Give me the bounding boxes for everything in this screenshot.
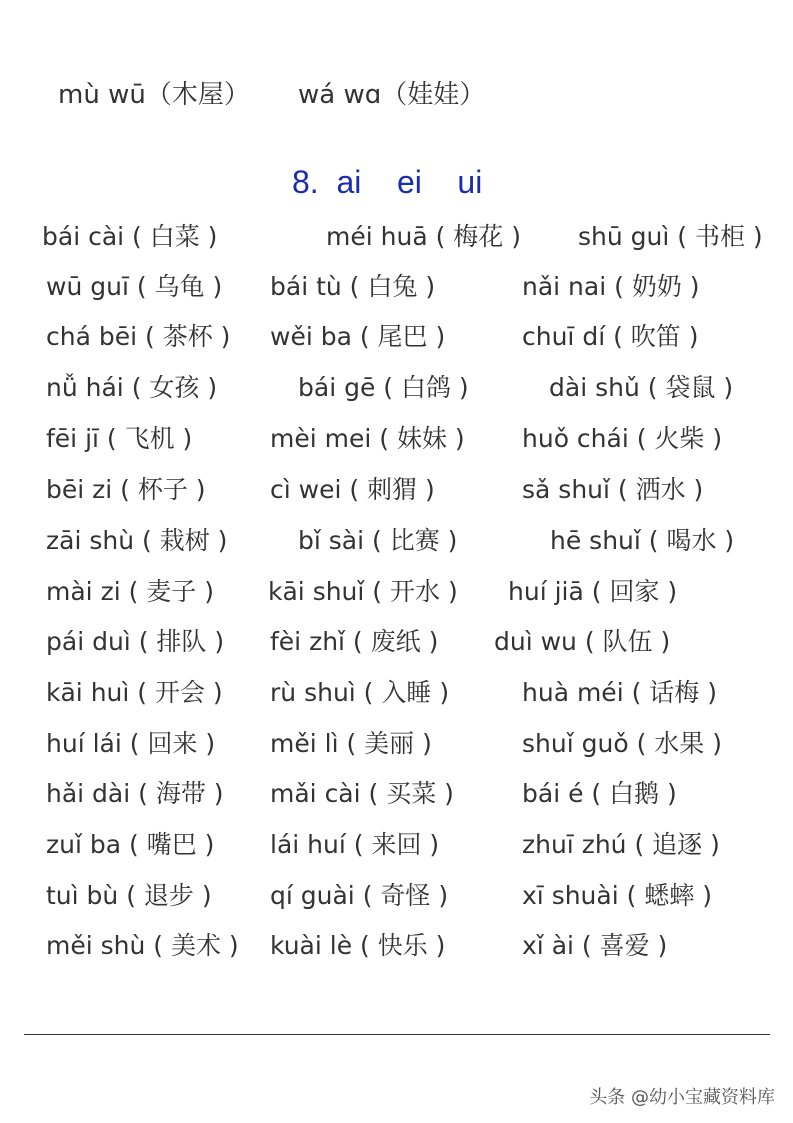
word-item: nǚ hái ( 女孩 ) [46, 373, 218, 402]
word-item: fēi jī ( 飞机 ) [46, 424, 193, 453]
word-item: chuī dí ( 吹笛 ) [522, 322, 699, 351]
word-item: kāi huì ( 开会 ) [46, 678, 223, 707]
word-item: bái cài ( 白菜 ) [42, 222, 218, 251]
word-item: rù shuì ( 入睡 ) [270, 678, 450, 707]
watermark: 头条 @幼小宝藏资料库 [589, 1087, 775, 1108]
intro-word-wooden-house: mù wū（木屋） [58, 80, 250, 110]
footer-divider [24, 1034, 770, 1035]
word-item: lái huí ( 来回 ) [270, 830, 440, 859]
word-item: huǒ chái ( 火柴 ) [522, 424, 723, 453]
word-item: pái duì ( 排队 ) [46, 627, 225, 656]
word-item: zuǐ ba ( 嘴巴 ) [46, 830, 215, 859]
word-item: dài shǔ ( 袋鼠 ) [549, 373, 734, 402]
word-item: bái tù ( 白兔 ) [270, 272, 436, 301]
word-item: duì wu ( 队伍 ) [494, 627, 671, 656]
word-item: wěi ba ( 尾巴 ) [270, 322, 446, 351]
word-item: hē shuǐ ( 喝水 ) [550, 526, 735, 555]
word-item: kuài lè ( 快乐 ) [270, 931, 446, 960]
word-item: nǎi nai ( 奶奶 ) [522, 272, 700, 301]
word-item: mài zi ( 麦子 ) [46, 577, 214, 606]
word-item: huí lái ( 回来 ) [46, 729, 216, 758]
word-item: kāi shuǐ ( 开水 ) [268, 577, 458, 606]
word-item: wū guī ( 乌龟 ) [46, 272, 223, 301]
word-item: bēi zi ( 杯子 ) [46, 475, 206, 504]
word-item: mǎi cài ( 买菜 ) [270, 779, 454, 808]
word-item: mèi mei ( 妹妹 ) [270, 424, 465, 453]
word-item: fèi zhǐ ( 废纸 ) [270, 627, 439, 656]
word-item: huí jiā ( 回家 ) [508, 577, 678, 606]
word-item: tuì bù ( 退步 ) [46, 881, 212, 910]
word-item: xǐ ài ( 喜爱 ) [522, 931, 668, 960]
word-item: shū guì ( 书柜 ) [578, 222, 763, 251]
word-item: bái é ( 白鹅 ) [522, 779, 677, 808]
word-item: zāi shù ( 栽树 ) [46, 526, 228, 555]
word-item: cì wei ( 刺猬 ) [270, 475, 435, 504]
intro-word-doll: wá wɑ（娃娃） [298, 80, 486, 110]
word-item: chá bēi ( 茶杯 ) [46, 322, 231, 351]
word-item: méi huā ( 梅花 ) [326, 222, 521, 251]
word-item: měi shù ( 美术 ) [46, 931, 239, 960]
word-item: sǎ shuǐ ( 洒水 ) [522, 475, 704, 504]
word-item: hǎi dài ( 海带 ) [46, 779, 224, 808]
word-item: xī shuài ( 蟋蟀 ) [522, 881, 713, 910]
word-item: bǐ sài ( 比赛 ) [298, 526, 458, 555]
word-item: shuǐ guǒ ( 水果 ) [522, 729, 722, 758]
word-item: qí guài ( 奇怪 ) [270, 881, 449, 910]
section-heading: 8. ai ei ui [292, 164, 483, 200]
word-item: huà méi ( 话梅 ) [522, 678, 717, 707]
word-item: měi lì ( 美丽 ) [270, 729, 432, 758]
word-item: zhuī zhú ( 追逐 ) [522, 830, 720, 859]
word-item: bái gē ( 白鸽 ) [298, 373, 469, 402]
